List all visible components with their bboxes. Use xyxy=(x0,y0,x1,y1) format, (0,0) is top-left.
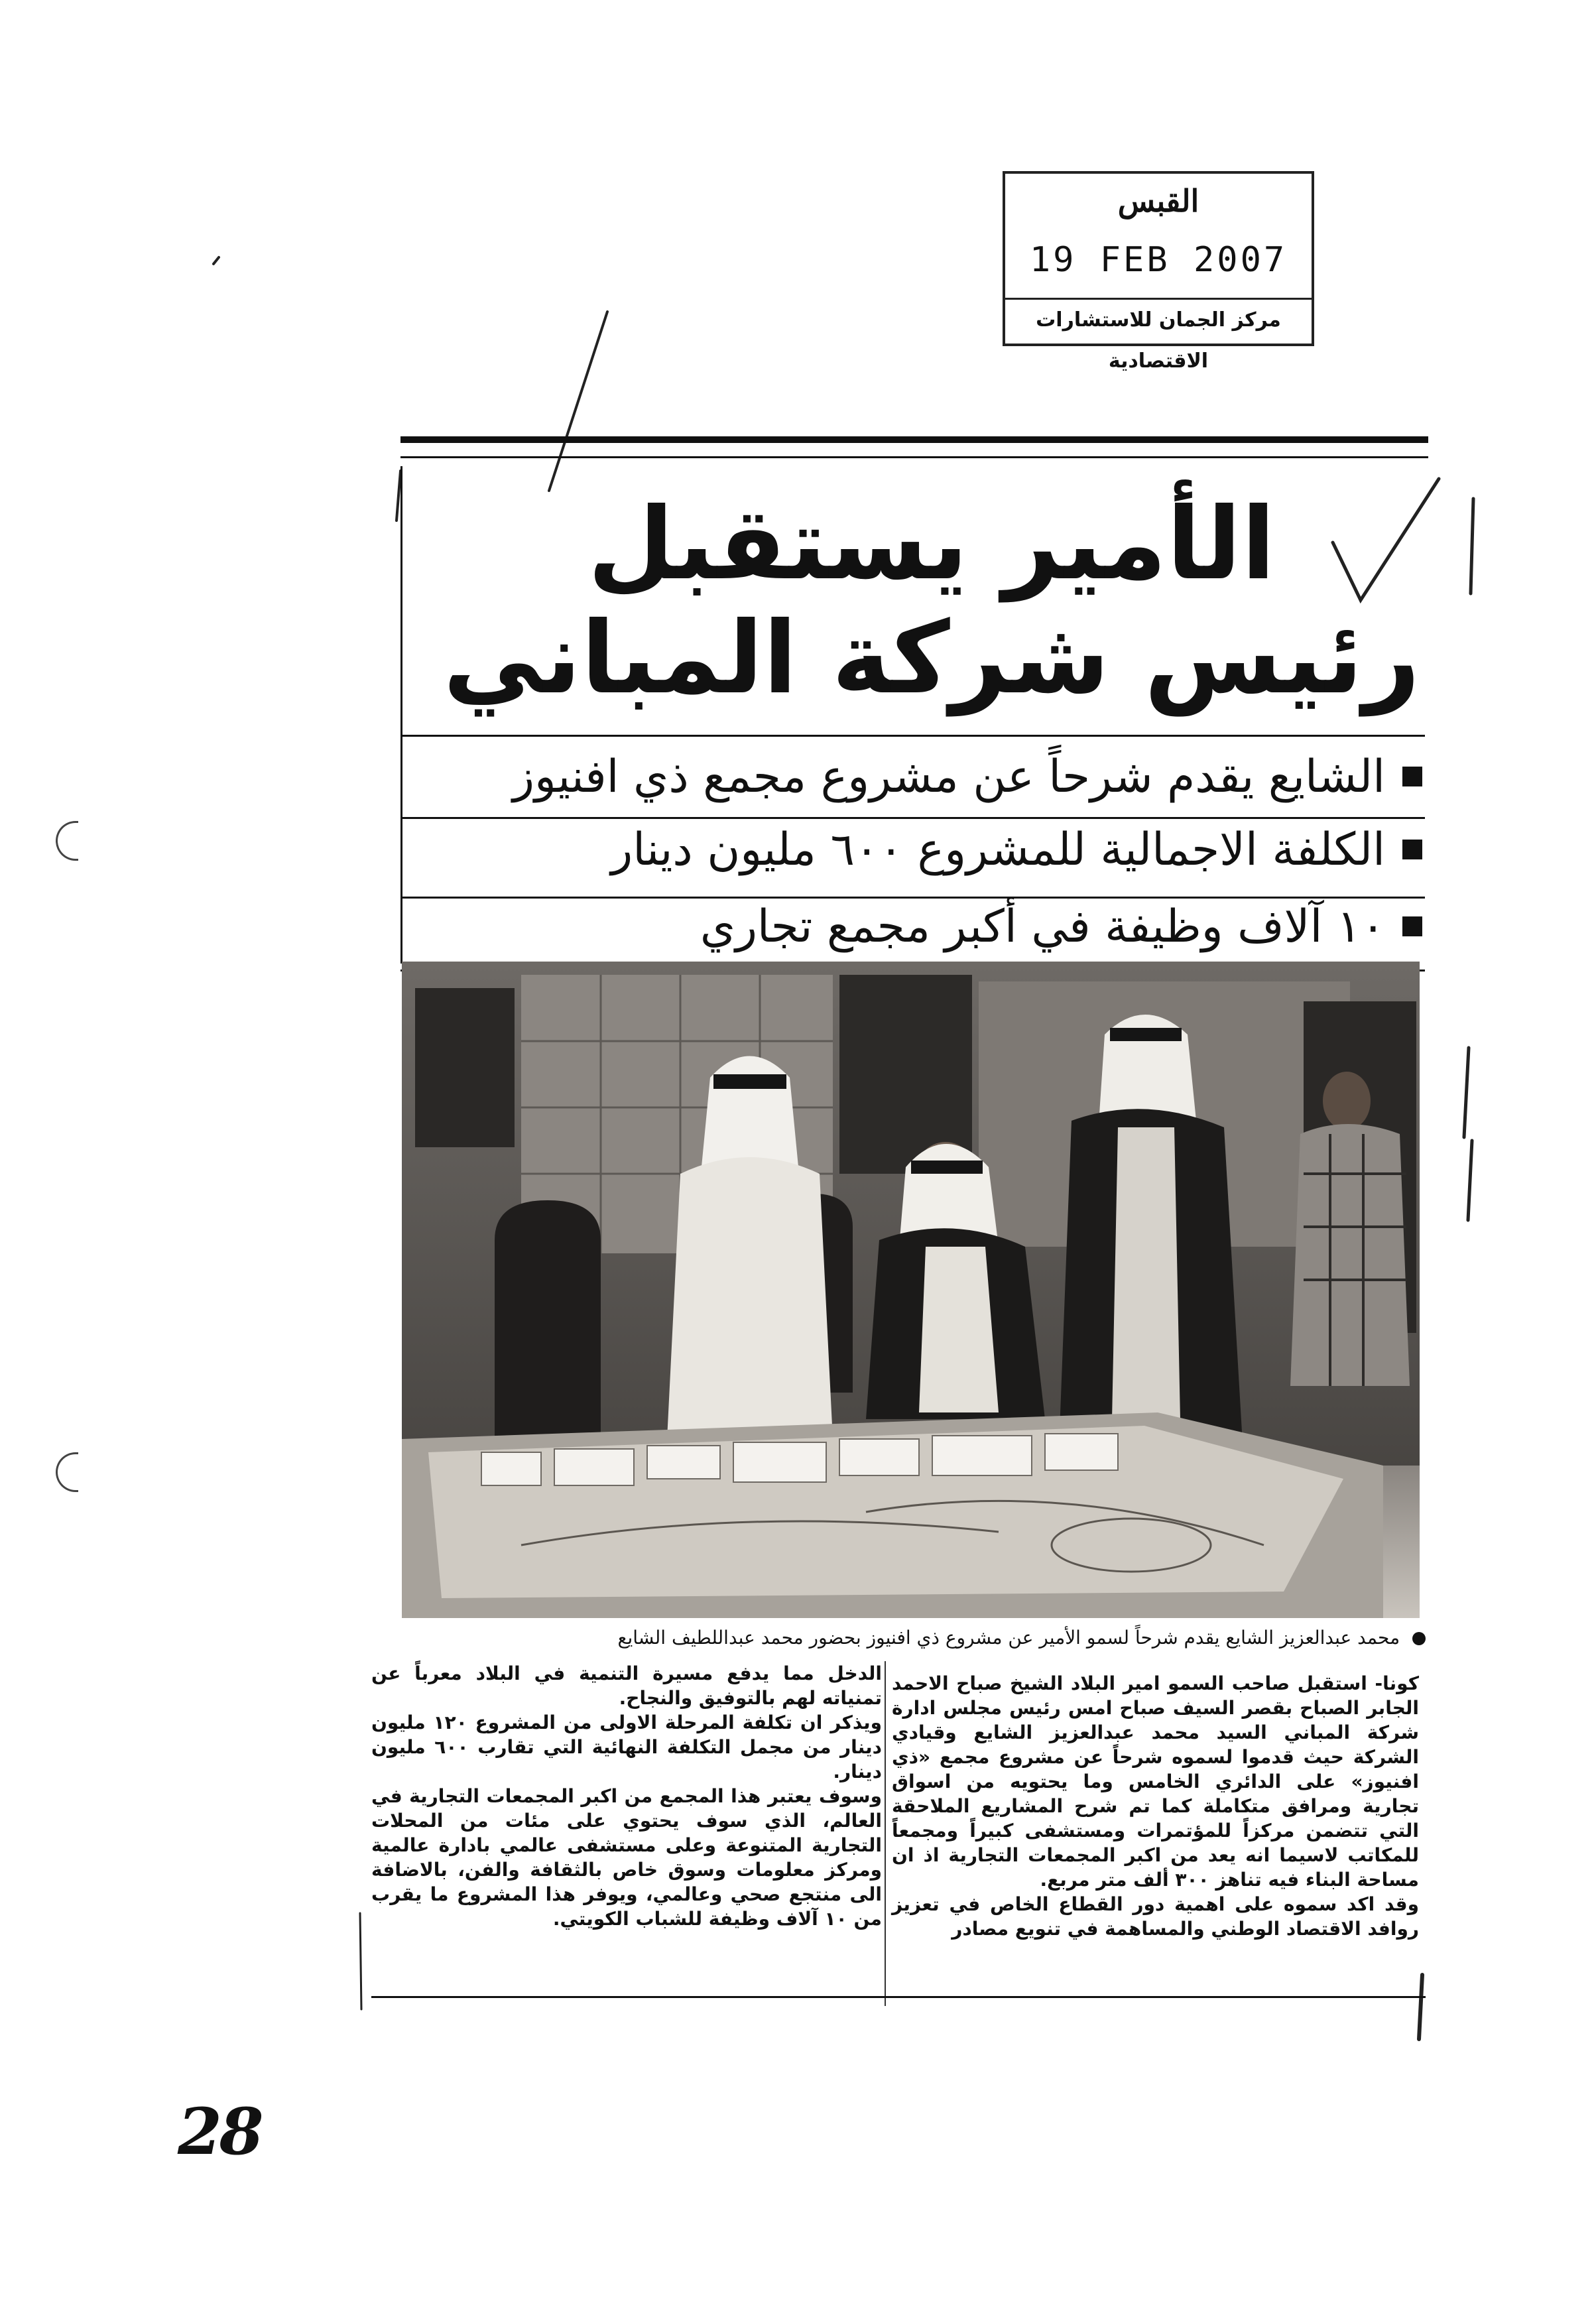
top-thin-rule xyxy=(400,456,1428,458)
bullet-2 xyxy=(398,810,1422,889)
bullet-rule-1 xyxy=(400,735,1425,737)
top-rule xyxy=(400,436,1428,443)
bottom-rule xyxy=(371,1996,1426,1998)
stamp-organization: مركز الجمان للاستشارات الاقتصادية xyxy=(1005,298,1312,344)
bullet-square-icon xyxy=(1402,767,1422,786)
bullet-2-text: الكلفة الاجمالية للمشروع ٦٠٠ مليون دينار xyxy=(611,823,1385,876)
headline-line-1: الأمير يستقبل xyxy=(587,487,1276,602)
page-number: 28 xyxy=(178,2094,261,2169)
bullet-square-icon xyxy=(1402,916,1422,936)
news-photo xyxy=(402,962,1420,1618)
bullet-3-text: ١٠ آلاف وظيفة في أكبر مجمع تجاري xyxy=(700,900,1385,953)
stamp-date: 19 FEB 2007 xyxy=(1029,240,1288,280)
headline xyxy=(424,487,1439,716)
article-column-left: الدخل مما يدفع مسيرة التنمية في البلاد معرباً عن تمنياته لهم بالتوفيق والنجاح. ويذكر ان تكلفة المرحلة الاولى من المشروع ١٢٠ مليون دينار من مجمل التكلفة النهائية التي تقارب ٦٠٠ مليون دينار. وسوف يعتبر هذا المجمع من اكبر المجمعات التجارية في العالم، الذي سوف يحتوي على مئات من المحلات التجارية المتنوعة وعلى مستشفى عالمي بادارة عالمية ومركز معلومات وسوق خاص بالثقافة والفن، بالاضافة الى منتجع صحي وعالمي، ويوفر هذا المشروع ما يقرب من ١٠ آلاف وظيفة للشباب الكويتي. xyxy=(371,1662,882,1930)
column-divider xyxy=(885,1661,886,2006)
article-column-right: كونا- استقبل صاحب السمو امير البلاد الشيخ صباح الاحمد الجابر الصباح بقصر السيف صباح امس رئيس مجلس ادارة شركة المباني السيد محمد عبدالعزيز الشايع وقيادي الشركة حيث قدموا لسموه شرحاً عن مشروع مجمع «ذي افنيوز» على الدائري الخامس وما يحتويه من اسواق تجارية ومرافق متكاملة كما تم شرح المشاريع الملاحقة التي تتضمن مركزاً للمؤتمرات ومستشفى كبيراً ومجمعاً للمكاتب لاسيما انه يعد من اكبر المجمعات التجارية اذ ان مساحة البناء فيه تناهز ٣٠٠ ألف متر مربع. وقد اكد سموه على اهمية دور القطاع الخاص في تعزيز روافد الاقتصاد الوطني والمساهمة في تنويع مصادر xyxy=(892,1672,1419,1940)
headline-line-2: رئيس شركة المباني xyxy=(443,601,1420,716)
photo-illustration xyxy=(402,962,1420,1618)
bullet-square-icon xyxy=(1402,840,1422,859)
photo-caption xyxy=(438,1625,1426,1651)
caption-bullet-icon xyxy=(1412,1632,1426,1645)
bullet-1 xyxy=(398,737,1422,816)
photo-caption-text: محمد عبدالعزيز الشايع يقدم شرحاً لسمو الأمير عن مشروع ذي افنيوز بحضور محمد عبداللطيف الشايع xyxy=(617,1627,1400,1649)
bullet-1-text: الشايع يقدم شرحاً عن مشروع مجمع ذي افنيوز xyxy=(513,750,1385,803)
bullet-3 xyxy=(398,887,1422,966)
stamp-newspaper-logo: القبس xyxy=(1117,183,1199,219)
